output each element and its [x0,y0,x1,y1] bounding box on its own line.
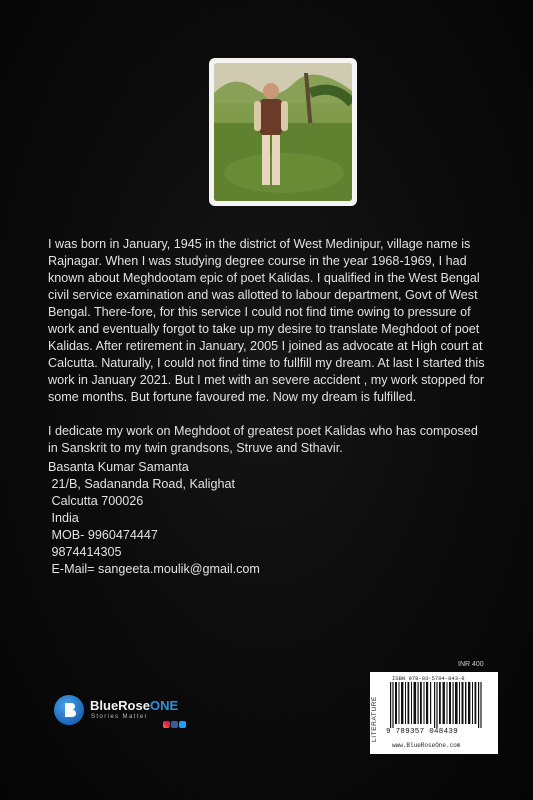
facebook-icon [171,721,178,728]
instagram-icon [163,721,170,728]
social-icons [163,721,186,728]
publisher-url: www.BlueRoseOne.com [392,742,461,749]
dedication-paragraph: I dedicate my work on Meghdoot of greatest poet Kalidas who has composed in Sanskrit to my twin grandsons, Struve and Sthavir. [48,424,478,455]
twitter-icon [179,721,186,728]
barcode-panel [370,672,498,754]
phone-number: 9874414305 [48,545,122,559]
publisher-logo [54,695,214,735]
address-line-3: India [48,511,79,525]
barcode-icon [390,682,486,728]
author-bio [48,236,488,474]
address-line-2: Calcutta 700026 [48,494,144,508]
mobile-number: MOB- 9960474447 [48,528,158,542]
barcode-digits: 9 789357 048439 [386,728,459,736]
isbn-text: ISBN 978-93-5704-843-9 [392,675,465,682]
author-photo-frame [209,58,357,206]
publisher-name-accent: ONE [149,698,179,713]
author-name: Basanta Kumar Samanta [48,460,189,474]
bio-paragraph: I was born in January, 1945 in the district of West Medinipur, village name is Rajnagar. When I was studying degree course in the year 1968-1969, I had known about Meghdootam epic of poet Kalidas. I qualified in the West Bengal civil service examination and was allotted to labour department, Govt of West Bengal. There-fore, for this service I could not find time owing to pressure of work and eventually forgot to take up my desire to translate Meghdoot of poet Kalidas. After retirement in January, 2005 I joined as advocate at High court at Calcutta. Naturally, I could not find time to fullfill my dream. At last I started this work in January 2021. But I met with an severe accident , my work stopped for some months. But fortune favoured me. Now my dream is fulfilled. [48,237,485,404]
publisher-name [90,698,178,713]
price-label: INR 400 [458,661,484,668]
bluerose-logo-icon [54,695,84,725]
author-photo [214,63,352,201]
author-address [48,459,260,578]
genre-label: LITERATURE [371,696,378,742]
email-address: E-Mail= sangeeta.moulik@gmail.com [48,562,260,576]
publisher-name-main: BlueRose [90,698,150,713]
address-line-1: 21/B, Sadananda Road, Kalighat [48,477,235,491]
publisher-tagline: Stories Matter [91,714,148,720]
